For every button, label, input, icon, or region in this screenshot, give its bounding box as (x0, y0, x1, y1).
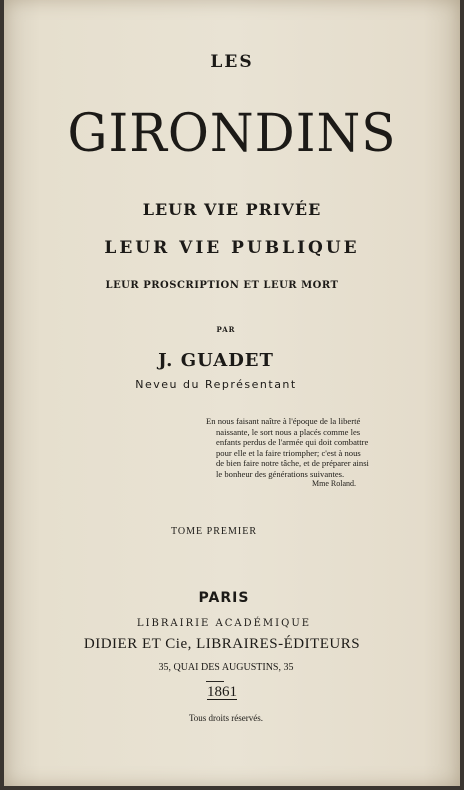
epigraph-attribution: Mme Roland. (312, 479, 356, 488)
volume-label: TOME PREMIER (171, 526, 257, 537)
book-title: GIRONDINS (67, 102, 397, 164)
epigraph (206, 416, 396, 490)
title-page (4, 0, 460, 786)
epigraph-line: de bien faire notre tâche, et de préparer ainsi (216, 458, 369, 468)
subtitle-line-2: LEUR VIE PUBLIQUE (104, 238, 360, 258)
epigraph-line: pour elle et la faire triompher; c'est à nous (216, 447, 361, 458)
divider-rule (206, 681, 224, 682)
rights-notice: Tous droits réservés. (188, 713, 264, 723)
publication-year-wrap (0, 684, 450, 701)
subtitle-line-3: LEUR PROSCRIPTION ET LEUR MORT (105, 280, 339, 291)
epigraph-line: En nous faisant naître à l'époque de la liberté (206, 416, 361, 426)
publisher-line-2: DIDIER ET Cie, LIBRAIRES-ÉDITEURS (83, 636, 361, 652)
title-article: LES (210, 52, 254, 72)
subtitle-line-1: LEUR VIE PRIVÉE (142, 200, 322, 219)
publication-year: 1861 (207, 684, 237, 700)
epigraph-line: enfants perdus de l'armée qui doit combattre (216, 437, 369, 447)
by-label: PAR (216, 325, 236, 334)
author-relation: Neveu du Représentant (135, 378, 297, 391)
publisher-address: 35, QUAI DES AUGUSTINS, 35 (158, 662, 294, 673)
publication-city: PARIS (198, 590, 250, 606)
epigraph-line: naissante, le sort nous a placés comme les (216, 426, 361, 437)
author-name: J. GUADET (158, 350, 274, 371)
epigraph-line: le bonheur des générations suivantes. (216, 468, 345, 479)
publisher-line-1: LIBRAIRIE ACADÉMIQUE (136, 618, 312, 629)
